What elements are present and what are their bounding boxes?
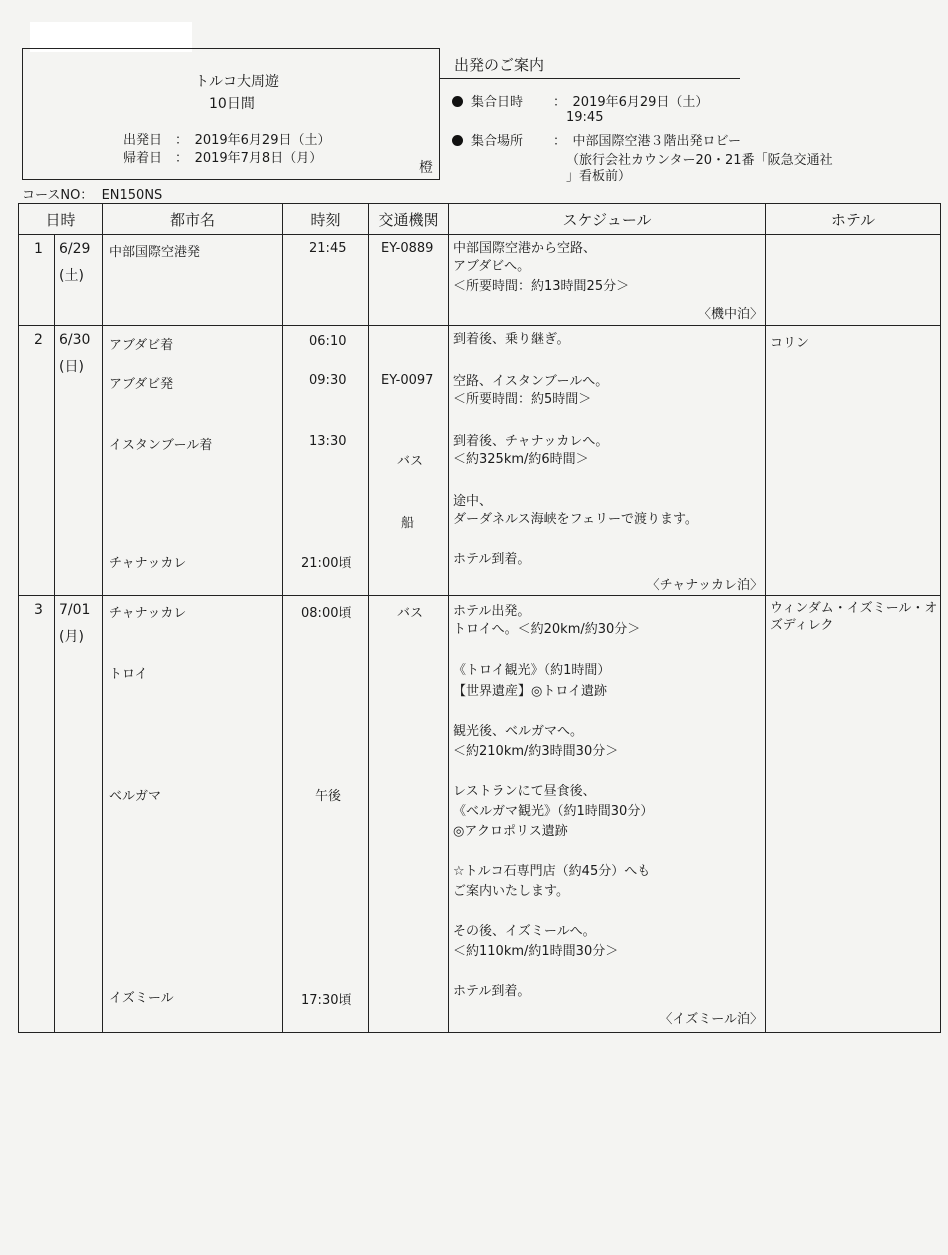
day-date: 6/29	[59, 241, 91, 257]
schedule-line: 《トロイ観光》（約1時間）	[453, 663, 611, 678]
transport: EY-0889	[381, 241, 434, 256]
bullet-icon	[452, 96, 463, 107]
departure-info-title: 出発のご案内	[454, 56, 545, 74]
time: 06:10	[309, 334, 347, 349]
time: 09:30	[309, 373, 347, 388]
overnight-stay: 〈イズミール泊〉	[659, 1012, 764, 1027]
schedule-line: 観光後、ベルガマへ。	[453, 724, 584, 739]
schedule-line: ＜所要時間：約13時間25分＞	[453, 279, 630, 294]
colon: ：	[175, 151, 182, 166]
schedule-line: ＜約210km/約3時間30分＞	[453, 744, 619, 759]
course-label: コースNO：	[22, 188, 94, 203]
day-row	[19, 326, 941, 596]
course-value: EN150NS	[101, 188, 163, 203]
day-number: 1	[34, 241, 43, 257]
gather-time: 19:45	[566, 110, 604, 125]
gather-date-row	[452, 91, 708, 110]
gather-place-label: 集合場所	[471, 134, 524, 149]
overnight-stay: 〈機中泊〉	[698, 307, 764, 322]
time: 21:45	[309, 241, 347, 256]
city: イスタンブール着	[109, 438, 213, 453]
schedule-line: その後、イズミールへ。	[453, 924, 596, 939]
city: アブダビ着	[109, 338, 174, 353]
gather-place-note-2: 」看板前）	[566, 169, 632, 184]
departure-label: 出発日	[123, 133, 163, 148]
header-city: 都市名	[103, 204, 283, 235]
schedule-line: ＜所要時間：約5時間＞	[453, 392, 592, 407]
day-date: 7/01	[59, 602, 91, 618]
day-weekday: (日)	[59, 359, 84, 375]
header-time: 時刻	[283, 204, 369, 235]
gather-place: 中部国際空港３階出発ロビー	[572, 134, 742, 149]
schedule-line: 途中、	[453, 494, 493, 509]
schedule-line: レストランにて昼食後、	[453, 784, 596, 799]
schedule-line: アブダビへ。	[453, 259, 531, 274]
day-number: 2	[34, 332, 43, 348]
day-row	[19, 596, 941, 1033]
schedule-line: ☆トルコ石専門店（約45分）へも	[453, 864, 651, 879]
transport: バス	[397, 454, 424, 469]
bullet-icon	[452, 135, 463, 146]
city: イズミール	[109, 991, 174, 1006]
schedule-line: 《ベルガマ観光》（約1時間30分）	[453, 804, 654, 819]
schedule-line: ◎アクロポリス遺跡	[453, 824, 568, 839]
table-header-row	[19, 204, 941, 235]
schedule-line: 中部国際空港から空路、	[453, 241, 597, 256]
transport: バス	[397, 606, 424, 621]
color-tag: 橙	[419, 160, 433, 176]
schedule-line: ご案内いたします。	[453, 884, 569, 899]
schedule-line: ホテル到着。	[453, 984, 531, 999]
time: 午後	[315, 789, 342, 804]
gather-date: 2019年6月29日（土）	[572, 95, 709, 110]
tour-title: トルコ大周遊	[195, 74, 279, 90]
hotel: コリン	[770, 336, 810, 351]
gather-place-note-1: （旅行会社カウンター20・21番「阪急交通社	[566, 153, 833, 168]
overnight-stay: 〈チャナッカレ泊〉	[646, 578, 764, 593]
gather-place-row	[452, 130, 741, 149]
day-weekday: (月)	[59, 629, 84, 645]
return-date: 2019年7月8日（月）	[194, 151, 323, 166]
schedule-line: 到着後、チャナッカレへ。	[453, 434, 609, 449]
colon: ：	[553, 95, 560, 110]
city: 中部国際空港発	[109, 245, 201, 260]
header-schedule: スケジュール	[449, 204, 766, 235]
day-number: 3	[34, 602, 43, 618]
city: ベルガマ	[109, 789, 162, 804]
time: 08:00頃	[301, 606, 352, 621]
tour-duration: 10日間	[209, 96, 255, 112]
return-date-row	[123, 147, 322, 166]
day-row	[19, 235, 941, 326]
city: チャナッカレ	[109, 606, 187, 621]
schedule-line: ホテル出発。	[453, 604, 531, 619]
header-transport: 交通機関	[369, 204, 449, 235]
schedule-line: ホテル到着。	[453, 552, 531, 567]
schedule-line: ＜約110km/約1時間30分＞	[453, 944, 619, 959]
return-label: 帰着日	[123, 151, 163, 166]
header-date: 日時	[19, 204, 103, 235]
schedule-line: トロイへ。＜約20km/約30分＞	[453, 622, 641, 637]
departure-date: 2019年6月29日（土）	[194, 133, 331, 148]
course-number	[22, 184, 162, 203]
heading-underline	[440, 78, 740, 79]
departure-info-heading	[452, 54, 752, 75]
city: チャナッカレ	[109, 556, 187, 571]
transport: 船	[401, 516, 415, 531]
day-weekday: (土)	[59, 268, 84, 284]
colon: ：	[175, 133, 182, 148]
schedule-line: 【世界遺産】◎トロイ遺跡	[453, 684, 607, 699]
hotel: ウィンダム・イズミール・オズディレク	[770, 601, 938, 633]
schedule-line: 空路、イスタンブールへ。	[453, 374, 609, 389]
transport: EY-0097	[381, 373, 434, 388]
colon: ：	[553, 134, 560, 149]
time: 21:00頃	[301, 556, 352, 571]
schedule-line: ダーダネルス海峡をフェリーで渡ります。	[453, 512, 698, 527]
itinerary-table	[18, 203, 941, 1033]
time: 13:30	[309, 434, 347, 449]
city: アブダビ発	[109, 377, 174, 392]
time: 17:30頃	[301, 993, 352, 1008]
schedule-line: 到着後、乗り継ぎ。	[453, 332, 570, 347]
day-date: 6/30	[59, 332, 91, 348]
header-hotel: ホテル	[766, 204, 941, 235]
departure-date-row	[123, 129, 330, 148]
schedule-line: ＜約325km/約6時間＞	[453, 452, 589, 467]
tour-summary-box	[22, 48, 440, 180]
gather-date-label: 集合日時	[471, 95, 524, 110]
city: トロイ	[109, 667, 148, 682]
